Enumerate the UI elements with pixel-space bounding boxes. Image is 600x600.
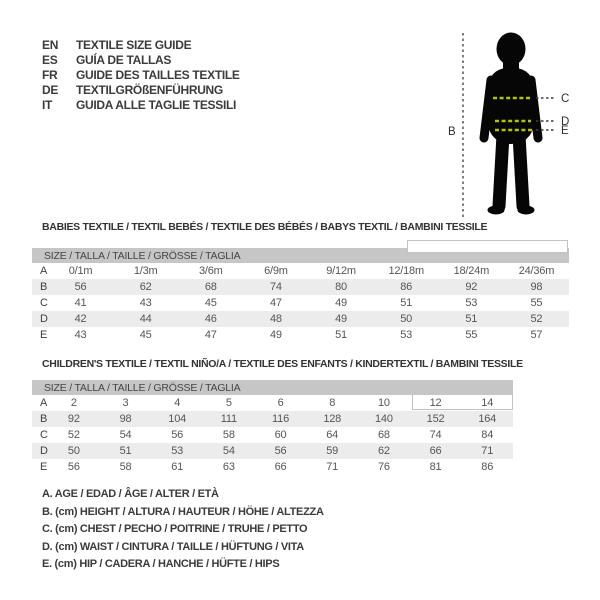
table-cell: 41 bbox=[74, 297, 87, 309]
chest-label: C bbox=[561, 93, 570, 105]
table-cell: 14 bbox=[481, 397, 494, 409]
table-cell: 62 bbox=[377, 445, 390, 457]
table-cell: 53 bbox=[465, 297, 478, 309]
table-cell: 52 bbox=[530, 313, 543, 325]
row-label: D bbox=[40, 445, 48, 457]
legend-line-hip: E. (cm) HIP / CADERA / HANCHE / HÜFTE / HIPS bbox=[42, 558, 280, 570]
table-cell: 74 bbox=[270, 281, 282, 293]
language-code: IT bbox=[42, 97, 53, 112]
measurement-legend bbox=[42, 486, 324, 574]
table-cell: 92 bbox=[67, 413, 80, 425]
table-cell: 55 bbox=[530, 297, 543, 309]
table-cell: 6 bbox=[277, 397, 284, 409]
table-cell: 116 bbox=[272, 413, 289, 425]
language-row bbox=[42, 52, 240, 67]
row-label: E bbox=[40, 461, 48, 473]
table-cell: 51 bbox=[119, 445, 132, 457]
table-cell: 59 bbox=[326, 445, 339, 457]
table-cell: 54 bbox=[222, 445, 235, 457]
table-cell: 152 bbox=[426, 413, 445, 425]
table-cell: 12/18m bbox=[388, 265, 424, 277]
table-cell: 2 bbox=[70, 397, 77, 409]
child-silhouette-icon bbox=[484, 33, 538, 215]
table-cell: 58 bbox=[222, 429, 235, 441]
children-size-header: SIZE / TALLA / TAILLE / GRÖSSE / TAGLIA bbox=[32, 380, 513, 395]
table-cell: 6/9m bbox=[264, 265, 288, 277]
table-cell: 48 bbox=[270, 313, 282, 325]
child-measurement-figure bbox=[440, 15, 590, 225]
babies-highlight-box bbox=[407, 240, 568, 253]
table-cell: 57 bbox=[530, 329, 543, 341]
table-cell: 3/6m bbox=[198, 265, 223, 277]
table-cell: 46 bbox=[204, 313, 217, 325]
row-label: C bbox=[40, 429, 48, 441]
table-cell: 56 bbox=[171, 429, 184, 441]
table-cell: 66 bbox=[429, 445, 442, 457]
table-cell: 24/36m bbox=[518, 265, 555, 277]
legend-line-chest: C. (cm) CHEST / PECHO / POITRINE / TRUHE / PETTO bbox=[42, 523, 308, 535]
row-label: B bbox=[40, 281, 48, 293]
language-code: ES bbox=[42, 52, 58, 67]
table-cell: 44 bbox=[139, 313, 152, 325]
table-row-C bbox=[32, 295, 569, 311]
table-row-B bbox=[32, 279, 569, 295]
table-cell: 84 bbox=[481, 429, 494, 441]
table-cell: 42 bbox=[74, 313, 87, 325]
babies-size-table bbox=[32, 248, 569, 343]
language-code: FR bbox=[42, 67, 58, 82]
table-row-C bbox=[32, 427, 513, 443]
table-cell: 62 bbox=[139, 281, 152, 293]
language-label: GUIDE DES TAILLES TEXTILE bbox=[76, 67, 240, 82]
table-cell: 52 bbox=[67, 429, 80, 441]
table-cell: 86 bbox=[481, 461, 494, 473]
table-row-D bbox=[32, 311, 569, 327]
table-cell: 74 bbox=[429, 429, 442, 441]
table-cell: 56 bbox=[274, 445, 287, 457]
table-cell: 60 bbox=[274, 429, 287, 441]
table-cell: 71 bbox=[326, 461, 339, 473]
table-cell: 12 bbox=[429, 397, 442, 409]
waist-label: D bbox=[561, 116, 570, 128]
hip-label: E bbox=[561, 125, 569, 137]
language-row bbox=[42, 37, 240, 52]
babies-section-title: BABIES TEXTILE / TEXTIL BEBÉS / TEXTILE DES BÉBÉS / BABYS TEXTIL / BAMBINI TESSILE bbox=[42, 221, 488, 233]
table-cell: 81 bbox=[429, 461, 442, 473]
language-code: DE bbox=[42, 82, 59, 97]
table-cell: 5 bbox=[225, 397, 232, 409]
legend-line-height: B. (cm) HEIGHT / ALTURA / HAUTEUR / HÖHE / ALTEZZA bbox=[42, 505, 324, 518]
table-cell: 98 bbox=[119, 413, 132, 425]
table-cell: 63 bbox=[222, 461, 235, 473]
table-row-E bbox=[32, 327, 569, 343]
row-label: A bbox=[40, 397, 48, 409]
legend-line-waist: D. (cm) WAIST / CINTURA / TAILLE / HÜFTUNG / VITA bbox=[42, 540, 304, 553]
table-cell: 49 bbox=[335, 313, 347, 325]
table-cell: 43 bbox=[139, 297, 152, 309]
language-row bbox=[42, 82, 240, 97]
table-cell: 10 bbox=[377, 397, 390, 409]
table-cell: 4 bbox=[174, 397, 181, 409]
table-cell: 92 bbox=[465, 281, 478, 293]
table-cell: 58 bbox=[119, 461, 132, 473]
table-cell: 8 bbox=[329, 397, 336, 409]
language-label: GUÍA DE TALLAS bbox=[76, 52, 172, 67]
table-cell: 51 bbox=[465, 313, 478, 325]
table-cell: 45 bbox=[139, 329, 152, 341]
babies-table-rows bbox=[32, 263, 569, 343]
children-section-title: CHILDREN'S TEXTILE / TEXTIL NIÑO/A / TEXTILE DES ENFANTS / KINDERTEXTIL / BAMBINI TESSILE bbox=[42, 358, 523, 370]
table-cell: 71 bbox=[481, 445, 494, 457]
table-cell: 47 bbox=[204, 329, 217, 341]
table-cell: 53 bbox=[400, 329, 413, 341]
table-cell: 47 bbox=[270, 297, 282, 309]
table-cell: 76 bbox=[377, 461, 390, 473]
table-cell: 51 bbox=[400, 297, 413, 309]
row-label: D bbox=[40, 313, 48, 325]
children-size-table bbox=[32, 380, 513, 475]
table-cell: 9/12m bbox=[326, 265, 356, 277]
table-cell: 98 bbox=[530, 281, 543, 293]
table-cell: 128 bbox=[323, 413, 342, 425]
table-cell: 3 bbox=[122, 397, 129, 409]
table-cell: 53 bbox=[171, 445, 184, 457]
row-label: A bbox=[40, 265, 48, 277]
table-cell: 164 bbox=[478, 413, 497, 425]
table-cell: 18/24m bbox=[453, 265, 490, 277]
language-title-list bbox=[42, 37, 240, 112]
table-cell: 1/3m bbox=[133, 265, 158, 277]
table-cell: 66 bbox=[274, 461, 287, 473]
legend-line-age: A. AGE / EDAD / ÂGE / ALTER / ETÀ bbox=[42, 488, 219, 500]
table-cell: 61 bbox=[171, 461, 184, 473]
table-cell: 68 bbox=[204, 281, 217, 293]
table-cell: 45 bbox=[204, 297, 217, 309]
table-cell: 80 bbox=[335, 281, 347, 293]
table-cell: 56 bbox=[67, 461, 80, 473]
table-cell: 68 bbox=[377, 429, 390, 441]
row-label: C bbox=[40, 297, 48, 309]
table-cell: 0/1m bbox=[68, 265, 93, 277]
table-cell: 49 bbox=[335, 297, 347, 309]
height-label: B bbox=[448, 126, 456, 138]
table-cell: 55 bbox=[465, 329, 478, 341]
table-cell: 49 bbox=[270, 329, 282, 341]
language-label: TEXTILGRÖßENFÜHRUNG bbox=[76, 82, 223, 97]
table-cell: 86 bbox=[400, 281, 413, 293]
table-cell: 51 bbox=[335, 329, 347, 341]
table-row-D bbox=[32, 443, 513, 459]
row-label: E bbox=[40, 329, 48, 341]
row-label: B bbox=[40, 413, 48, 425]
language-row bbox=[42, 67, 240, 82]
table-cell: 54 bbox=[119, 429, 132, 441]
language-code: EN bbox=[42, 37, 59, 52]
table-cell: 140 bbox=[374, 413, 393, 425]
table-row-E bbox=[32, 459, 513, 475]
table-cell: 43 bbox=[74, 329, 87, 341]
table-row-A bbox=[32, 263, 569, 279]
language-label: TEXTILE SIZE GUIDE bbox=[76, 37, 192, 52]
babies-size-header: SIZE / TALLA / TAILLE / GRÖSSE / TAGLIA bbox=[32, 248, 569, 263]
table-row-B bbox=[32, 411, 513, 427]
table-cell: 56 bbox=[74, 281, 87, 293]
children-table-rows bbox=[32, 395, 513, 475]
language-label: GUIDA ALLE TAGLIE TESSILI bbox=[76, 97, 237, 112]
table-cell: 104 bbox=[168, 413, 187, 425]
table-row-A bbox=[32, 395, 513, 411]
table-cell: 50 bbox=[67, 445, 80, 457]
table-cell: 64 bbox=[326, 429, 339, 441]
language-row bbox=[42, 97, 240, 112]
table-cell: 111 bbox=[220, 413, 237, 425]
table-cell: 50 bbox=[400, 313, 413, 325]
